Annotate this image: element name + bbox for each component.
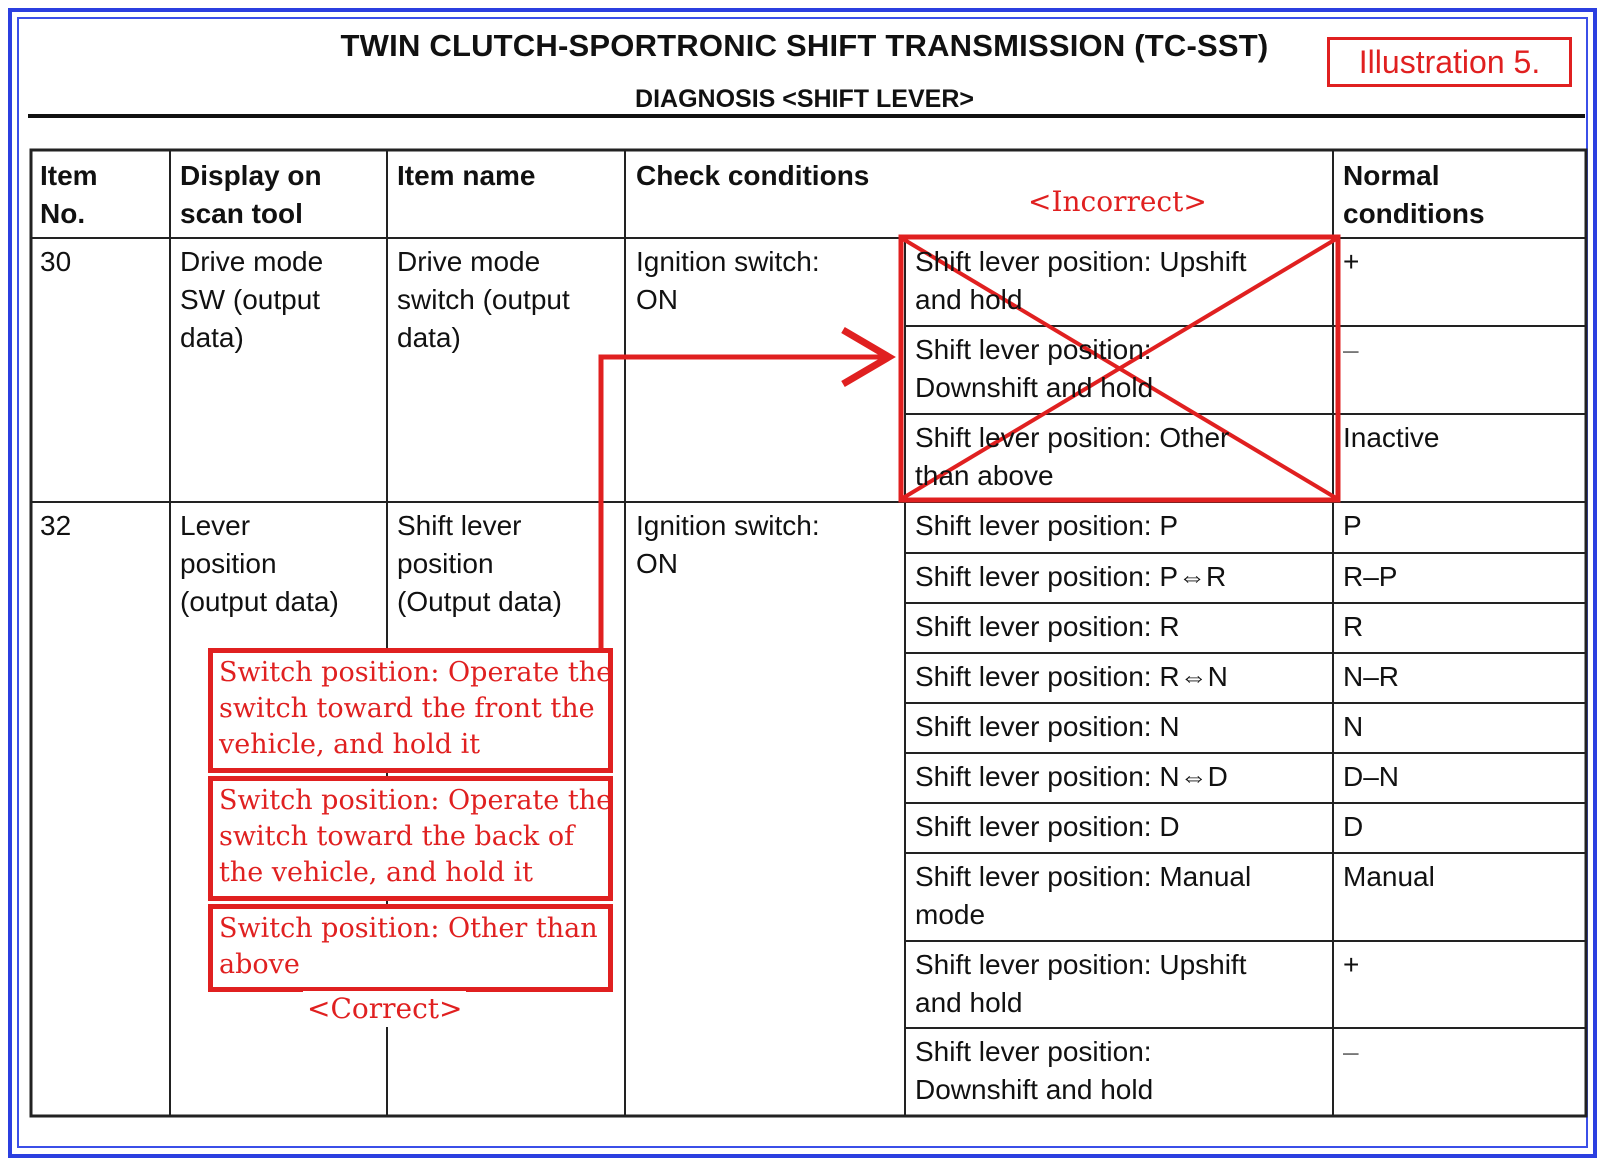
illustration-label-text: Illustration 5.: [1358, 43, 1541, 80]
row30-sub3-normal: Inactive: [1343, 422, 1440, 453]
row32-sub8-cond-line2: mode: [915, 899, 986, 930]
row30-name-line2: switch (output: [397, 284, 570, 315]
row32-sub4-condition: Shift lever position: R⇔N: [915, 661, 1228, 692]
row32-sub8-condition: [915, 858, 1251, 934]
correct-box-2-line2: switch toward the back of: [219, 821, 575, 852]
correct-box-2-line1: Switch position: Operate the: [219, 785, 613, 816]
row30-sub2-normal: –: [1343, 334, 1359, 365]
row32-name-line2: position: [397, 548, 494, 579]
correct-box-3: [208, 904, 613, 992]
row32-sub1-normal: P: [1343, 510, 1362, 541]
correct-label: <Correct>: [303, 991, 466, 1027]
row32-sub10-cond-line2: Downshift and hold: [915, 1074, 1154, 1105]
row32-item-name: [397, 507, 562, 621]
row30-display-line1: Drive mode: [180, 246, 324, 277]
page-title: TWIN CLUTCH-SPORTRONIC SHIFT TRANSMISSION (TC-SST): [340, 28, 1269, 63]
row32-sub7-normal: D: [1343, 811, 1364, 842]
header-item-no-line2: No.: [40, 198, 86, 229]
row30-display: [180, 243, 323, 357]
header-item-name: [397, 157, 536, 195]
correct-box-2: [208, 776, 613, 901]
header-item-no: [40, 157, 98, 233]
header-item-no-line1: Item: [40, 160, 98, 191]
row30-display-line2: SW (output: [180, 284, 321, 315]
incorrect-label: <Incorrect>: [1028, 185, 1207, 218]
row30-check-line2: ON: [636, 284, 678, 315]
row30-item-no: 30: [40, 246, 72, 277]
row32-sub9-condition: [915, 946, 1247, 1022]
row32-sub7-condition: Shift lever position: D: [915, 811, 1180, 842]
correct-box-3-line1: Switch position: Other than: [219, 913, 598, 944]
row32-sub10-condition: [915, 1033, 1153, 1109]
row32-display-line2: position: [180, 548, 277, 579]
row32-sub2-normal: R–P: [1343, 561, 1398, 592]
row32-sub5-condition: Shift lever position: N: [915, 711, 1180, 742]
row32-sub9-cond-line1: Shift lever position: Upshift: [915, 949, 1247, 980]
row32-item-no: 32: [40, 510, 72, 541]
header-normal-conditions: [1343, 157, 1485, 233]
row32-check: [636, 507, 820, 583]
page-subtitle: DIAGNOSIS <SHIFT LEVER>: [635, 85, 974, 113]
row30-sub1-normal: +: [1343, 246, 1360, 277]
header-check-line1: Check conditions: [636, 160, 870, 191]
row32-display-line1: Lever: [180, 510, 251, 541]
row32-sub4-normal: N–R: [1343, 661, 1400, 692]
row32-display: [180, 507, 339, 621]
correct-box-1: [208, 648, 613, 773]
row32-sub3-condition: Shift lever position: R: [915, 611, 1180, 642]
row30-sub3-cond-line2: than above: [915, 460, 1054, 491]
row32-sub2-condition: Shift lever position: P⇔R: [915, 561, 1227, 592]
row30-check-line1: Ignition switch:: [636, 246, 820, 277]
row32-sub9-cond-line2: and hold: [915, 987, 1023, 1018]
header-normal-line1: Normal: [1343, 160, 1440, 191]
row30-sub2-cond-line1: Shift lever position:: [915, 334, 1152, 365]
row32-sub6-normal: D–N: [1343, 761, 1400, 792]
row30-sub3-cond-line1: Shift lever position: Other: [915, 422, 1230, 453]
row30-display-line3: data): [180, 322, 244, 353]
row32-name-line1: Shift lever: [397, 510, 522, 541]
header-display-line2: scan tool: [180, 198, 303, 229]
row32-sub1-condition: Shift lever position: P: [915, 510, 1179, 541]
row32-sub10-normal: –: [1343, 1036, 1359, 1067]
row30-sub1-cond-line1: Shift lever position: Upshift: [915, 246, 1247, 277]
row32-sub10-cond-line1: Shift lever position:: [915, 1036, 1152, 1067]
row32-sub8-cond-line1: Shift lever position: Manual: [915, 861, 1252, 892]
row30-sub1-condition: [915, 243, 1247, 319]
row30-sub2-cond-line2: Downshift and hold: [915, 372, 1154, 403]
row30-name-line1: Drive mode: [397, 246, 541, 277]
header-normal-line2: conditions: [1343, 198, 1485, 229]
header-check-conditions: [636, 157, 869, 195]
row32-sub8-normal: Manual: [1343, 861, 1435, 892]
correct-box-1-line3: vehicle, and hold it: [219, 729, 481, 760]
row30-sub2-condition: [915, 331, 1153, 407]
header-display-line1: Display on: [180, 160, 322, 191]
correct-box-1-line1: Switch position: Operate the: [219, 657, 613, 688]
row32-display-line3: (output data): [180, 586, 339, 617]
row32-sub3-normal: R: [1343, 611, 1364, 642]
correct-box-2-line3: the vehicle, and hold it: [219, 857, 533, 888]
row30-check: [636, 243, 820, 319]
row32-check-line1: Ignition switch:: [636, 510, 820, 541]
row32-sub6-condition: Shift lever position: N⇔D: [915, 761, 1228, 792]
row30-name-line3: data): [397, 322, 461, 353]
header-display: [180, 157, 322, 233]
header-item-name-line1: Item name: [397, 160, 536, 191]
row32-check-line2: ON: [636, 548, 678, 579]
row32-name-line3: (Output data): [397, 586, 562, 617]
correct-box-1-line2: switch toward the front the: [219, 693, 595, 724]
row32-sub9-normal: +: [1343, 949, 1360, 980]
row30-sub3-condition: [915, 419, 1229, 495]
correct-box-3-line2: above: [219, 949, 300, 980]
row30-sub1-cond-line2: and hold: [915, 284, 1023, 315]
row30-item-name: [397, 243, 570, 357]
row32-sub5-normal: N: [1343, 711, 1364, 742]
